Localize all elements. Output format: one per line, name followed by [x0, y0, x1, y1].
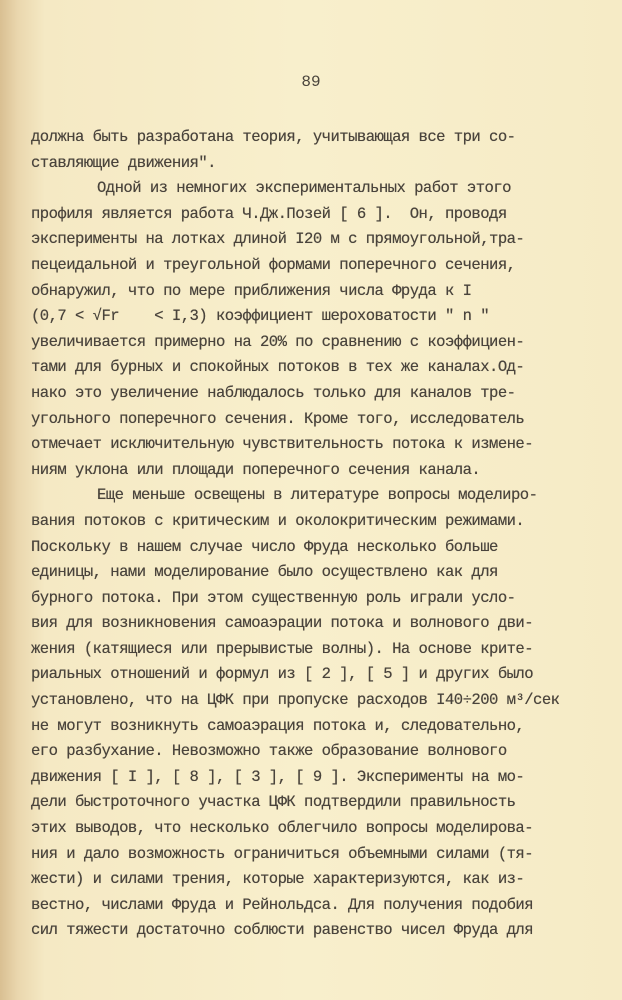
text-line: ния и дало возможность ограничиться объемными силами (тя- — [31, 844, 534, 863]
text-line: нако это увеличение наблюдалось только для каналов тре- — [31, 383, 516, 402]
text-line: профиля является работа Ч.Дж.Позей [ 6 ]. Он, проводя — [31, 204, 507, 223]
text-line: этих выводов, что несколько облегчило вопросы моделирова- — [31, 819, 534, 838]
text-line: его разбухание. Невозможно также образование волнового — [31, 742, 507, 761]
text-line: тами для бурных и спокойных потоков в тех же каналах.Од- — [31, 358, 525, 377]
text-line: ниям уклона или площади поперечного сечения канала. — [31, 460, 481, 479]
text-line: движения [ I ], [ 8 ], [ 3 ], [ 9 ]. Эксперименты на мо- — [31, 767, 525, 786]
text-line: увеличивается примерно на 20% по сравнению с коэффициен- — [31, 332, 525, 351]
text-line: жения (катящиеся или прерывистые волны). На основе крите- — [31, 639, 534, 658]
text-line: риальных отношений и формул из [ 2 ], [ 5 ] и других было — [31, 665, 534, 684]
text-line: жести) и силами трения, которые характеризуются, как из- — [31, 870, 525, 889]
text-line: вия для возникновения самоаэрации потока и волнового дви- — [31, 614, 534, 633]
text-line: пецеидальной и треугольной формами поперечного сечения, — [31, 255, 516, 274]
page-number: 89 — [301, 73, 321, 91]
text-line: обнаружил, что по мере приближения числа Фруда к I — [31, 281, 472, 300]
text-line: установлено, что на ЦФК при пропуске расходов I40÷200 м³/сек — [31, 691, 560, 710]
text-line: дели быстроточного участка ЦФК подтвердили правильность — [31, 793, 516, 812]
text-line: не могут возникнуть самоаэрация потока и, следовательно, — [31, 716, 525, 735]
paragraph-start-line: Еще меньше освещены в литературе вопросы моделиро- — [97, 486, 538, 505]
text-line: эксперименты на лотках длиной I20 м с прямоугольной,тра- — [31, 230, 525, 249]
text-line: должна быть разработана теория, учитывающая все три со- — [31, 128, 516, 146]
text-line: сил тяжести достаточно соблюсти равенство чисел Фруда для — [31, 921, 534, 940]
text-line: единицы, нами моделирование было осуществлено как для — [31, 563, 498, 582]
text-line: ставляющие движения". — [31, 153, 216, 172]
text-line: вания потоков с критическим и околокритическим режимами. — [31, 511, 525, 530]
text-line: угольного поперечного сечения. Кроме того, исследователь — [31, 409, 525, 428]
text-line: отмечает исключительную чувствительность потока к измене- — [31, 435, 534, 454]
formula-line: (0,7 < √Fr < I,3) коэффициент шероховатости " n " — [31, 307, 490, 326]
paragraph-start-line: Одной из немногих экспериментальных работ этого — [97, 179, 511, 198]
body-text — [31, 125, 601, 944]
text-line: Поскольку в нашем случае число Фруда несколько больше — [31, 537, 498, 556]
text-line: бурного потока. При этом существенную роль играли усло- — [31, 588, 516, 607]
text-line: вестно, числами Фруда и Рейнольдса. Для получения подобия — [31, 895, 534, 914]
